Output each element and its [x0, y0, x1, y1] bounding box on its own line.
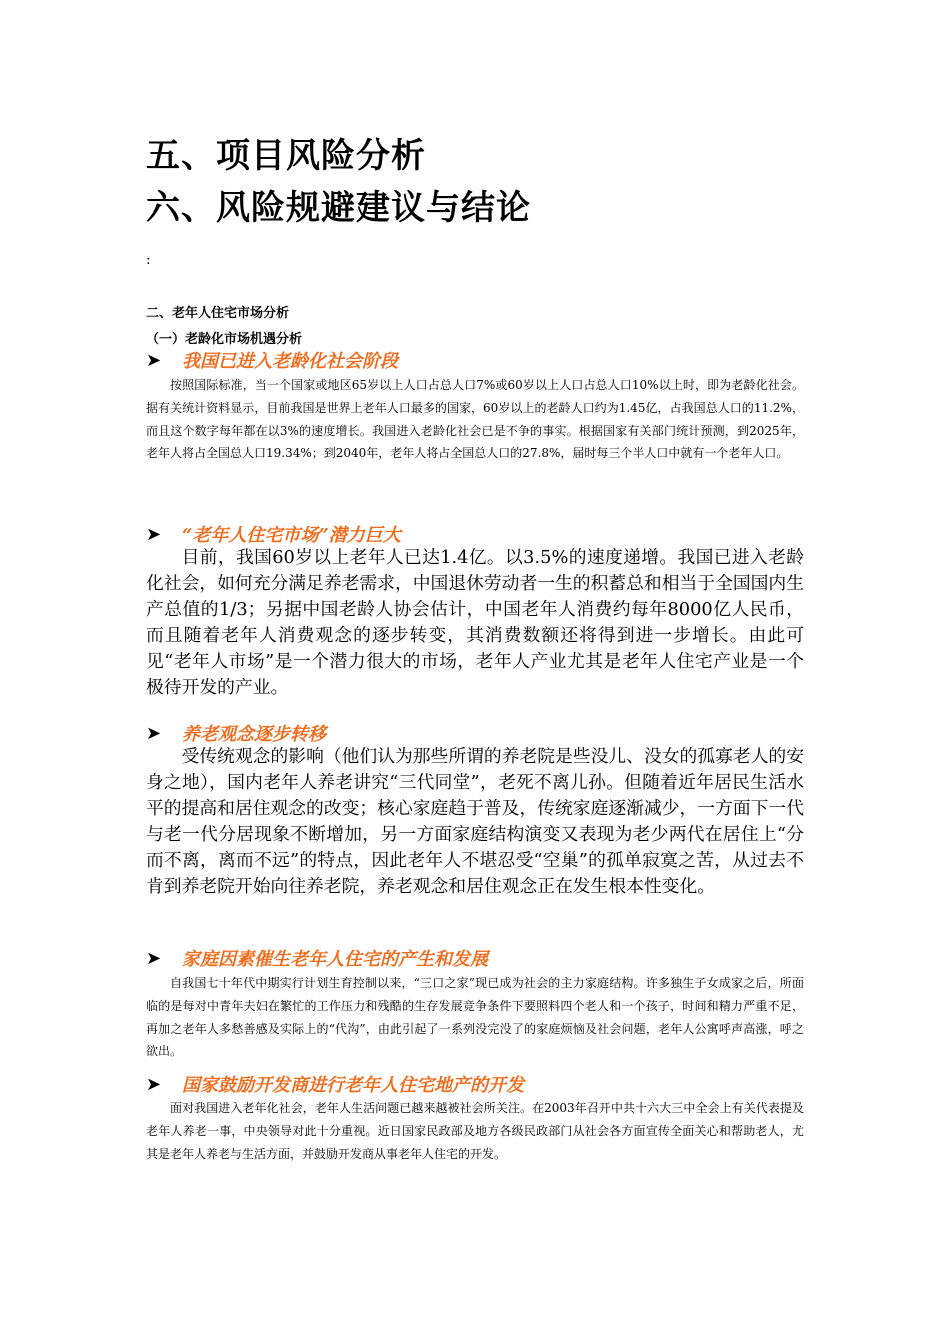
paragraph-government-encouragement: 面对我国进入老年化社会，老年人生活问题已越来越被社会所关注。在2003年召开中共十六大三中全会上有关代表提及老年人养老一事，中央领导对此十分重视。近日国家民政部及地方各级民政部门从社会各方面宣传全面关心和帮助老人，尤其是老年人养老与生活方面，并鼓励开发商从事老年人住宅的开发。: [146, 1101, 804, 1161]
bullet-heading-market-potential: [146, 521, 846, 547]
bullet-heading-government-encouragement: [146, 1071, 846, 1097]
paragraph-aging-society: 按照国际标准，当一个国家或地区65岁以上人口占总人口7%或60岁以上人口占总人口10%以上时，即为老龄化社会。据有关统计资料显示，目前我国是世界上老年人口最多的国家，60岁以上的老龄人口约为1.45亿，占我国总人口的11.2%，而且这个数字每年都在以3%的速度增长。我国进入老龄化社会已是不争的事实。根据国家有关部门统计预测，到2025年，老年人将占全国总人口19.34%；到2040年，老年人将占全国总人口的27.8%，届时每三个半人口中就有一个老年人口。: [146, 378, 804, 461]
subheading-sub-1: （一）老龄化市场机遇分析: [146, 332, 303, 347]
bullet-heading-family-factors: [146, 945, 846, 971]
heading-section-5: 五、项目风险分析: [146, 136, 426, 176]
subheading-section-2: 二、老年人住宅市场分析: [146, 306, 290, 321]
bullet-heading-aging-society: [146, 347, 846, 373]
heading-section-6: 六、风险规避建议与结论: [146, 188, 531, 228]
bullet-title: 养老观念逐步转移: [182, 724, 326, 745]
arrowhead-bullet-icon: ➤: [146, 1073, 162, 1095]
colon-mark: :: [146, 252, 151, 268]
arrowhead-bullet-icon: ➤: [146, 523, 162, 545]
paragraph-family-factors: 自我国七十年代中期实行计划生育控制以来，“三口之家”现已成为社会的主力家庭结构。许多独生子女成家之后，所面临的是每对中青年夫妇在繁忙的工作压力和残酷的生存发展竞争条件下要照料四个老人和一个孩子，时间和精力严重不足，再加之老年人多愁善感及实际上的“代沟”，由此引起了一系列没完没了的家庭烦恼及社会问题，老年人公寓呼声高涨，呼之欲出。: [146, 976, 804, 1059]
bullet-title: “老年人住宅市场”潜力巨大: [182, 525, 401, 546]
arrowhead-bullet-icon: ➤: [146, 349, 162, 371]
paragraph-concept-shift: 受传统观念的影响（他们认为那些所谓的养老院是些没儿、没女的孤寡老人的安身之地），国内老年人养老讲究“三代同堂”，老死不离儿孙。但随着近年居民生活水平的提高和居住观念的改变；核心家庭趋于普及，传统家庭逐渐减少，一方面下一代与老一代分居现象不断增加，另一方面家庭结构演变又表现为老少两代在居住上“分而不离，离而不远”的特点，因此老年人不堪忍受“空巢”的孤单寂寞之苦，从过去不肯到养老院开始向往养老院，养老观念和居住观念正在发生根本性变化。: [146, 746, 804, 897]
bullet-title: 国家鼓励开发商进行老年人住宅地产的开发: [182, 1075, 524, 1096]
paragraph-market-potential: 目前，我国60岁以上老年人已达1.4亿。以3.5%的速度递增。我国已进入老龄化社会，如何充分满足养老需求，中国退休劳动者一生的积蓄总和相当于全国国内生产总值的1/3；另据中国老龄人协会估计，中国老年人消费约每年8000亿人民币，而且随着老年人消费观念的逐步转变，其消费数额还将得到进一步增长。由此可见“老年人市场”是一个潜力很大的市场，老年人产业尤其是老年人住宅产业是一个极待开发的产业。: [146, 547, 804, 698]
bullet-title: 家庭因素催生老年人住宅的产生和发展: [182, 949, 488, 970]
bullet-heading-concept-shift: [146, 720, 846, 746]
arrowhead-bullet-icon: ➤: [146, 947, 162, 969]
arrowhead-bullet-icon: ➤: [146, 722, 162, 744]
bullet-title: 我国已进入老龄化社会阶段: [182, 351, 398, 372]
